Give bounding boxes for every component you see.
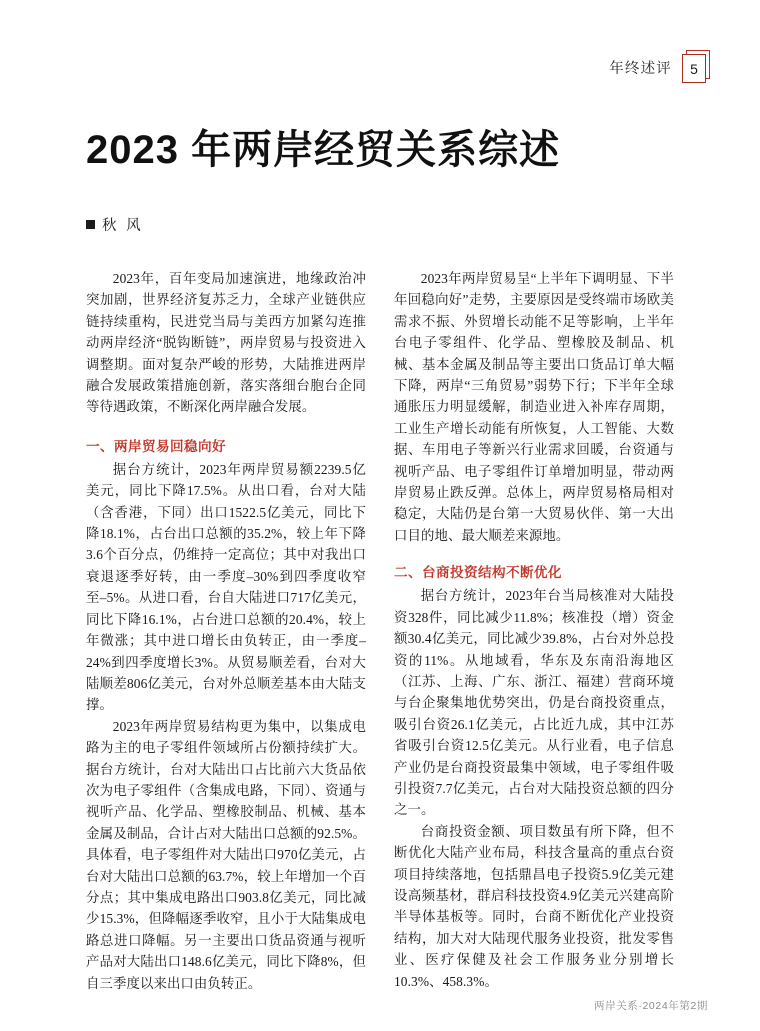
section-heading-one: 一、两岸贸易回稳向好 (86, 438, 226, 454)
paragraph-investment-stats: 据台方统计，2023年台当局核准对大陆投资328件，同比减少11.8%；核准投（增）资金额30.4亿美元，同比减少39.8%，占台对外总投资的11%。从地域看，华东及东南沿海地区（江苏、上海、广东、浙江、福建）营商环境与台企聚集地优势突出，仍是台商投资重点，吸引台资26.1亿美元，占比近九成，其中江苏省吸引台资12.5亿美元。从行业看，电子信息产业仍是台商投资最集中领域，电子零组件吸引投资7.7亿美元，占台对大陆投资总额的四分之一。 (394, 588, 674, 818)
running-head-section-label: 年终述评 (609, 60, 672, 77)
footer-imprint: 两岸关系·2024年第2期 (594, 1000, 708, 1012)
column-right (394, 268, 674, 994)
paragraph-trade-structure: 2023年两岸贸易结构更为集中，以集成电路为主的电子零组件领域所占份额持续扩大。据台方统计，台对大陆出口占比前六大货品依次为电子零组件（含集成电路，下同）、资通与视听产品、化学品、塑橡胶制品、机械、基本金属及制品，合计占对大陆出口总额的92.5%。具体看，电子零组件对大陆出口970亿美元，占台对大陆出口总额的63.7%，较上年增加一个百分点；其中集成电路出口903.8亿美元，同比减少15.3%，但降幅逐季收窄，且小于大陆集成电路总进口降幅。另一主要出口货品资通与视听产品对大陆出口148.6亿美元，同比下降8%，但自三季度以来出口由负转正。 (86, 718, 366, 991)
page-title: 2023 年两岸经贸关系综述 (86, 128, 561, 172)
author-name: 秋 风 (102, 217, 144, 234)
folio-box-front-plate (682, 54, 706, 83)
paragraph-investment-structure: 台商投资金额、项目数虽有所下降，但不断优化大陆产业布局，科技含量高的重点台资项目持续落地，包括鼎昌电子投资5.9亿美元建设高频基材，群启科技投资4.9亿美元兴建高阶半导体基板等。同时，台商不断优化产业投资结构，加大对大陆现代服务业投资，批发零售业、医疗保健及社会工作服务业分别增长10.3%、458.3%。 (394, 823, 674, 989)
byline (86, 214, 686, 235)
column-left (86, 268, 366, 994)
running-head (609, 52, 708, 86)
title-block (86, 128, 686, 235)
page-number: 5 (690, 60, 698, 77)
folio-box (682, 54, 708, 84)
square-bullet-icon (86, 220, 95, 229)
section-heading-two: 二、台商投资结构不断优化 (394, 565, 562, 581)
paragraph-trade-stats: 据台方统计，2023年两岸贸易额2239.5亿美元，同比下降17.5%。从出口看，台对大陆（含香港，下同）出口1522.5亿美元，同比下降18.1%，占台出口总额的35.2%，较上年下降3.6个百分点，仍维持一定高位；其中对我出口衰退逐季好转，由一季度–30%到四季度收窄至–5%。从进口看，台自大陆进口717亿美元，同比下降16.1%，占台进口总额的20.4%，较上年微涨；其中进口增长由负转正，由一季度–24%到四季度增长3%。从贸易顺差看，台对大陆顺差806亿美元，台对外总顺差基本由大陆支撑。 (86, 461, 366, 713)
paragraph-intro: 2023年，百年变局加速演进，地缘政治冲突加剧，世界经济复苏乏力，全球产业链供应链持续重构，民进党当局与美西方加紧勾连推动两岸经济“脱钩断链”，两岸贸易与投资进入调整期。面对复杂严峻的形势，大陆推进两岸融合发展政策措施创新，落实落细台胞台企同等待遇政策，不断深化两岸融合发展。 (86, 271, 366, 415)
paragraph-trade-trend: 2023年两岸贸易呈“上半年下调明显、下半年回稳向好”走势，主要原因是受终端市场欧美需求不振、外贸增长动能不足等影响，上半年台电子零组件、化学品、塑橡胶及制品、机械、基本金属及制品等主要出口货品订单大幅下降，两岸“三角贸易”弱势下行；下半年全球通胀压力明显缓解，制造业进入补库存周期，工业生产增长动能有所恢复，人工智能、大数据、车用电子等新兴行业需求回暖，台资通与视听产品、电子零组件订单增加明显，带动两岸贸易止跌反弹。总体上，两岸贸易格局相对稳定，大陆仍是台第一大贸易伙伴、第一大出口目的地、最大顺差来源地。 (394, 271, 674, 543)
article-body (86, 268, 674, 994)
